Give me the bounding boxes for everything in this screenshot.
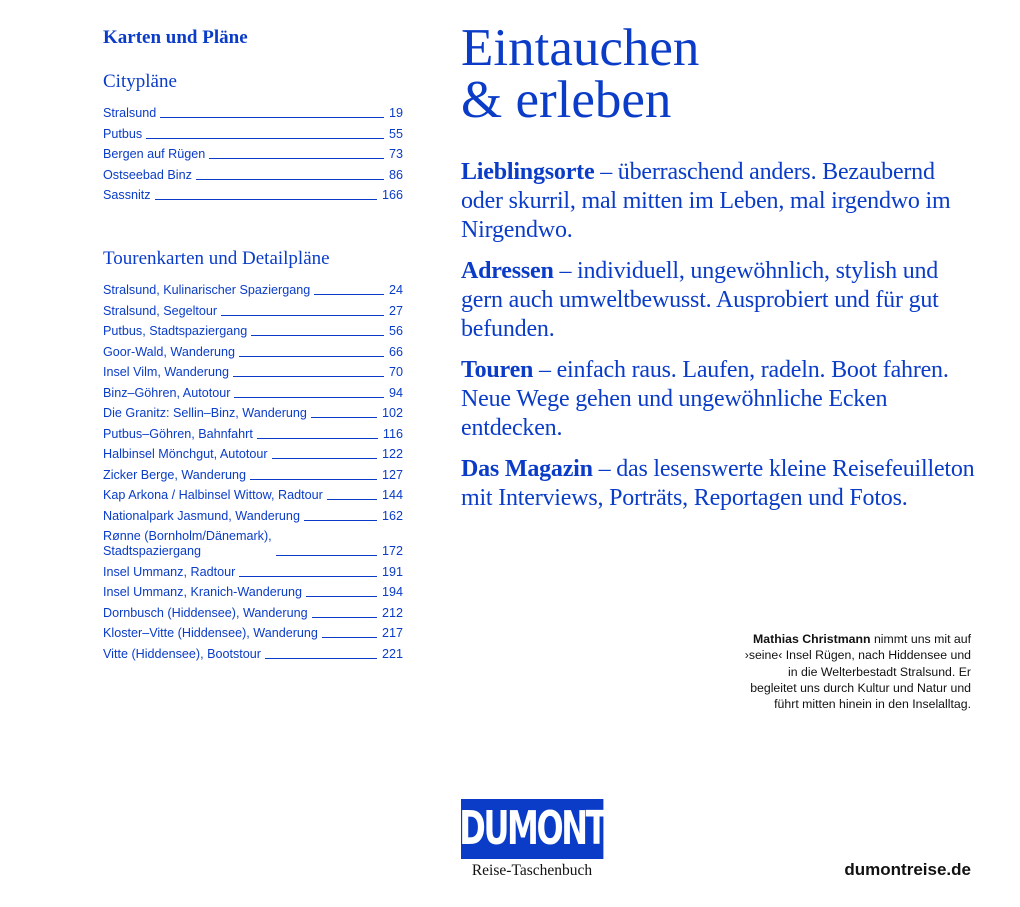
toc-entry-name: Putbus <box>103 126 143 141</box>
toc-leader-line <box>155 199 377 200</box>
toc-entry-name: Zicker Berge, Wanderung <box>103 467 247 482</box>
toc-entry[interactable] <box>103 345 403 360</box>
toc-entry[interactable] <box>103 386 403 401</box>
toc-entry[interactable] <box>103 427 403 442</box>
toc-entry[interactable] <box>103 168 403 183</box>
toc-page-number: 56 <box>388 324 403 338</box>
toc-entry[interactable] <box>103 324 403 339</box>
feature-text: – das lesenswerte kleine Reisefeuilleton mit Interviews, Porträts, Reportagen und Fotos. <box>461 456 975 511</box>
toc-entry-name: Putbus, Stadtspaziergang <box>103 324 248 338</box>
author-text: nimmt uns mit auf ›seine‹ Insel Rügen, nach Hiddensee und in die Welterbestadt Stralsund. Er begleitet uns durch Kultur und Natur und führt mitten hinein in den Inselalltag. <box>744 632 971 712</box>
toc-leader-line <box>251 335 384 336</box>
feature-text: – überraschend anders. Bezaubernd oder skurril, mal mitten im Leben, mal irgendwo im Nirgendwo. <box>461 159 951 243</box>
logo-subtitle: Reise-Taschenbuch <box>471 862 593 879</box>
toc-leader-line <box>327 499 377 500</box>
toc-page-number: 127 <box>381 467 403 482</box>
toc-entry-name: Vitte (Hiddensee), Bootstour <box>103 646 261 661</box>
toc-entry-name: Bergen auf Rügen <box>103 147 206 161</box>
toc-entry-name: Halbinsel Mönchgut, Autotour <box>103 447 268 461</box>
toc-entry[interactable] <box>103 606 403 621</box>
toc-page-number: 144 <box>381 488 403 502</box>
toc-page-number: 70 <box>388 365 403 379</box>
toc-entry-name: Stralsund <box>103 106 157 120</box>
feature-term: Das Magazin <box>461 456 593 482</box>
toc-page-number: 162 <box>381 508 403 523</box>
toc-entry-name: Nationalpark Jasmund, Wanderung <box>103 508 300 523</box>
toc-entry-name: Rønne (Bornholm/Dänemark), Stadtspaziergang <box>103 529 272 558</box>
toc-entry[interactable] <box>103 565 403 580</box>
toc-page-number: 221 <box>381 646 403 661</box>
toc-leader-line <box>314 294 384 295</box>
toc-leader-line <box>265 658 377 659</box>
hero-line-1: Eintauchen <box>461 19 700 77</box>
toc-entry-name: Dornbusch (Hiddensee), Wanderung <box>103 605 308 620</box>
toc-entry[interactable] <box>103 365 403 380</box>
toc-leader-line <box>160 117 384 118</box>
hero-title <box>461 19 981 129</box>
toc-entry-name: Binz–Göhren, Autotour <box>103 385 231 400</box>
toc-page-number: 194 <box>381 585 403 599</box>
website-link[interactable]: dumontreise.de <box>844 860 971 879</box>
toc-leader-line <box>209 158 384 159</box>
toc-page-number: 217 <box>381 626 403 640</box>
toc-leader-line <box>221 315 384 316</box>
toc-entry-name: Kap Arkona / Halbinsel Wittow, Radtour <box>103 488 323 502</box>
toc-entry-name: Die Granitz: Sellin–Binz, Wanderung <box>103 406 307 420</box>
toc-entry[interactable] <box>103 106 403 121</box>
toc-leader-line <box>196 179 384 180</box>
toc-leader-line <box>276 555 377 556</box>
toc-leader-line <box>304 520 377 521</box>
toc-entry[interactable] <box>103 188 403 203</box>
intro-block <box>461 19 981 525</box>
toc-entry-name: Stralsund, Kulinarischer Spaziergang <box>103 283 311 297</box>
toc-entry-name: Insel Vilm, Wanderung <box>103 365 229 379</box>
toc-entry[interactable] <box>103 647 403 662</box>
toc-page-number: 27 <box>388 303 403 318</box>
toc-entry[interactable] <box>103 147 403 162</box>
toc-leader-line <box>250 479 377 480</box>
toc-page-number: 24 <box>388 283 403 297</box>
toc-entry[interactable] <box>103 447 403 462</box>
author-name: Mathias Christmann <box>753 632 871 646</box>
toc-page-number: 116 <box>382 426 403 441</box>
toc-leader-line <box>322 637 377 638</box>
toc-entry[interactable] <box>103 529 403 559</box>
toc-entry[interactable] <box>103 406 403 421</box>
toc-entry-name: Ostseebad Binz <box>103 167 192 182</box>
toc-page-number: 122 <box>381 447 403 461</box>
toc-entry[interactable] <box>103 468 403 483</box>
feature-text: – individuell, ungewöhnlich, stylish und gern auch umweltbewusst. Ausprobiert und für gut befunden. <box>461 258 939 342</box>
logo-brand: DUMONT <box>459 802 606 856</box>
feature-paragraph <box>461 356 981 443</box>
toc-page-number: 73 <box>388 147 403 161</box>
toc-entry[interactable] <box>103 488 403 503</box>
logo-box <box>459 799 606 859</box>
toc-page-number: 212 <box>381 605 403 620</box>
feature-term: Adressen <box>461 258 554 284</box>
maps-heading: Karten und Pläne <box>103 27 248 48</box>
dumont-logo <box>459 799 606 880</box>
toc-page-number: 19 <box>388 106 403 120</box>
toc-leader-line <box>306 596 377 597</box>
toc-leader-line <box>311 417 377 418</box>
feature-paragraph <box>461 455 981 513</box>
author-blurb <box>741 631 971 712</box>
toc-leader-line <box>257 438 378 439</box>
feature-text: – einfach raus. Laufen, radeln. Boot fahren. Neue Wege gehen und ungewöhnliche Ecken entdecken. <box>461 357 949 441</box>
toc-entry-name: Insel Ummanz, Radtour <box>103 564 236 579</box>
feature-list <box>461 158 981 513</box>
toc-entry-name: Sassnitz <box>103 188 151 202</box>
toc-leader-line <box>146 138 384 139</box>
feature-term: Touren <box>461 357 534 383</box>
toc-leader-line <box>312 617 377 618</box>
maps-index <box>103 26 403 667</box>
toc-page-number: 55 <box>388 126 403 141</box>
feature-term: Lieblingsorte <box>461 159 595 185</box>
toc-leader-line <box>239 576 377 577</box>
toc-entry-name: Kloster–Vitte (Hiddensee), Wanderung <box>103 626 318 640</box>
hero-line-2: & erleben <box>461 71 672 129</box>
toc-page-number: 86 <box>388 167 403 182</box>
toc-page-number: 102 <box>381 406 403 420</box>
toc-page-number: 172 <box>381 544 403 558</box>
toc-page-number: 94 <box>388 385 403 400</box>
toc-entry-name: Goor-Wald, Wanderung <box>103 344 236 359</box>
toc-entry[interactable] <box>103 304 403 319</box>
toc-leader-line <box>239 356 384 357</box>
tour-maps-title: Tourenkarten und Detailpläne <box>103 248 330 269</box>
city-maps-title: Citypläne <box>103 71 177 92</box>
toc-entry[interactable] <box>103 283 403 298</box>
feature-paragraph <box>461 158 981 245</box>
toc-entry-name: Stralsund, Segeltour <box>103 303 218 318</box>
city-maps-list <box>103 106 403 203</box>
toc-entry-name: Insel Ummanz, Kranich-Wanderung <box>103 585 303 599</box>
feature-paragraph <box>461 257 981 344</box>
toc-leader-line <box>234 397 384 398</box>
toc-entry[interactable] <box>103 509 403 524</box>
toc-entry[interactable] <box>103 626 403 641</box>
toc-entry[interactable] <box>103 585 403 600</box>
toc-page-number: 166 <box>381 188 403 202</box>
toc-page-number: 191 <box>381 564 403 579</box>
toc-entry[interactable] <box>103 127 403 142</box>
toc-page-number: 66 <box>388 344 403 359</box>
toc-entry-name: Putbus–Göhren, Bahnfahrt <box>103 426 253 441</box>
tour-maps-list <box>103 283 403 662</box>
toc-leader-line <box>233 376 384 377</box>
toc-leader-line <box>272 458 377 459</box>
